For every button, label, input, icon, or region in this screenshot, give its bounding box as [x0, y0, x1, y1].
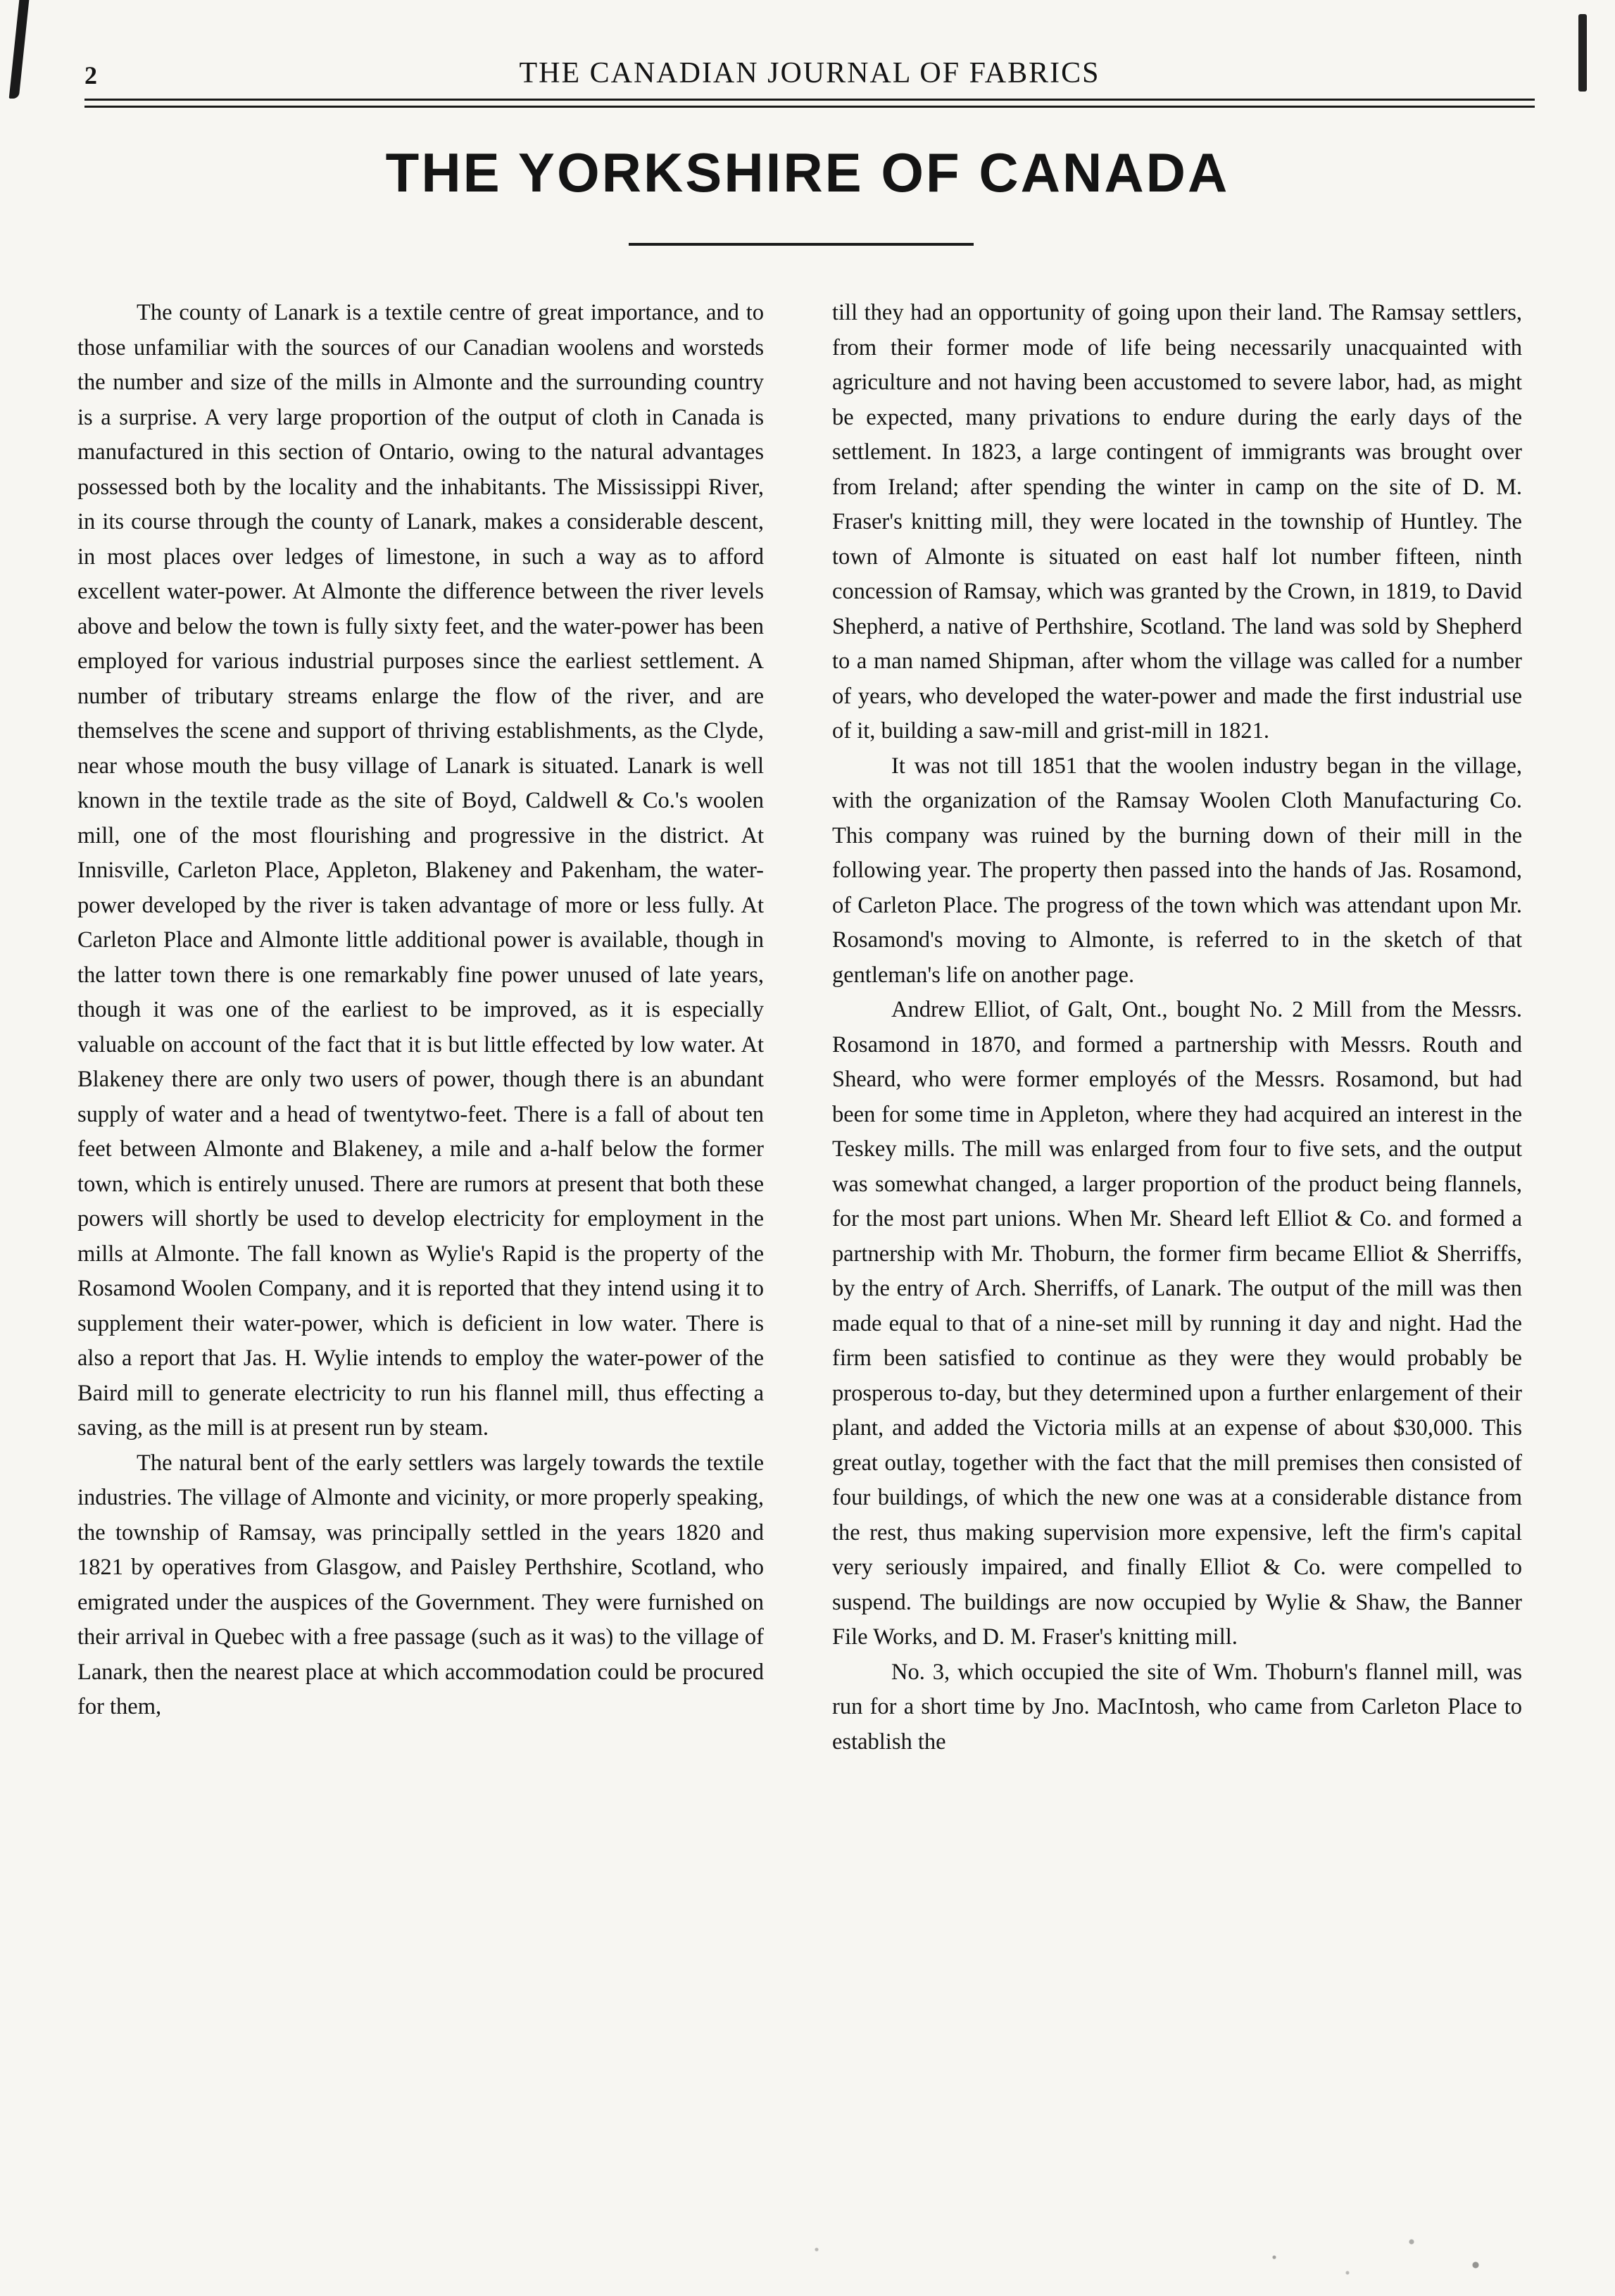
paragraph: The county of Lanark is a textile centre of great importance, and to those unfamiliar with the sources of our Canadian woolens and worsteds the number and size of the mills in Almonte and the surrounding country is a surprise. A very large proportion of the output of cloth in Canada is manufactured in this section of Ontario, owing to the natural advantages possessed both by the locality and the inhabitants. The Mississippi River, in its course through the county of Lanark, makes a considerable descent, in most places over ledges of limestone, in such a way as to afford excellent water-power. At Almonte the difference between the river levels above and below the town is fully sixty feet, and the water-power has been employed for various industrial purposes since the earliest settlement. A number of tributary streams enlarge the flow of the river, and are themselves the scene and support of thriving establishments, as the Clyde, near whose mouth the busy village of Lanark is situated. Lanark is well known in the textile trade as the site of Boyd, Caldwell & Co.'s woolen mill, one of the most flourishing and progressive in the district. At Innisville, Carleton Place, Appleton, Blakeney and Pakenham, the water-power developed by the river is taken advantage of more or less fully. At Carleton Place and Almonte little additional power is available, though in the latter town there is one remarkably fine power unused of late years, though it was one of the earliest to be improved, as it is especially valuable on account of the fact that it is but little effected by low water. At Blakeney there are only two users of power, though there is an abundant supply of water and a head of twentytwo-feet. There is a fall of about ten feet between Almonte and Blakeney, a mile and a-half below the former town, which is entirely unused. There are rumors at present that both these powers will shortly be used to develop electricity for employment in the mills at Almonte. The fall known as Wylie's Rapid is the property of the Rosamond Woolen Company, and it is reported that they intend using it to supplement their water-power, which is deficient in low water. There is also a report that Jas. H. Wylie intends to employ the water-power of the Baird mill to generate electricity to run his flannel mill, thus effecting a saving, as the mill is at present run by steam.	[77, 300, 764, 1441]
header-rule-bottom	[84, 106, 1535, 108]
scan-corner-mark	[1578, 14, 1587, 92]
article-title: THE YORKSHIRE OF CANADA	[385, 142, 1230, 203]
paragraph: No. 3, which occupied the site of Wm. Thoburn's flannel mill, was run for a short time by Jno. MacIntosh, who came from Carleton Place to establish the	[832, 1659, 1522, 1755]
scan-edge-mark	[9, 0, 30, 99]
scan-speckles	[634, 2211, 1549, 2288]
paragraph: till they had an opportunity of going upon their land. The Ramsay settlers, from their former mode of life being necessarily unacquainted with agriculture and not having been accustomed to severe labor, had, as might be expected, many privations to endure during the early days of the settlement. In 1823, a large contingent of immigrants was brought over from Ireland; after spending the winter in camp on the site of D. M. Fraser's knitting mill, they were located in the township of Huntley. The town of Almonte is situated on east half lot number fifteen, ninth concession of Ramsay, which was granted by the Crown, in 1819, to David Shepherd, a native of Perthshire, Scotland. The land was sold by Shepherd to a man named Shipman, after whom the village was called for a number of years, who developed the water-power and made the first industrial use of it, building a saw-mill and grist-mill in 1821.	[832, 300, 1522, 744]
left-column	[77, 296, 764, 1725]
title-rule	[629, 243, 974, 246]
right-column	[832, 296, 1522, 1759]
paragraph: Andrew Elliot, of Galt, Ont., bought No. 2 Mill from the Messrs. Rosamond in 1870, and formed a partnership with Messrs. Routh and Sheard, who were former employés of the Messrs. Rosamond, but had been for some time in Appleton, where they had acquired an interest in the Teskey mills. The mill was enlarged from four to five sets, and the output was somewhat changed, a larger proportion of the product being flannels, for the most part unions. When Mr. Sheard left Elliot & Co. and formed a partnership with Mr. Thoburn, the former firm became Elliot & Sherriffs, by the entry of Arch. Sherriffs, of Lanark. The output of the mill was then made equal to that of a nine-set mill by running it day and night. Had the firm been satisfied to continue as they were they would probably be prosperous to-day, but they determined upon a further enlargement of their plant, and added the Victoria mills at an expense of about $30,000. This great outlay, together with the fact that the mill premises then consisted of four buildings, of which the new one was at a considerable distance from the rest, thus making supervision more expensive, left the firm's capital very seriously impaired, and finally Elliot & Co. were compelled to suspend. The buildings are now occupied by Wylie & Shaw, the Banner File Works, and D. M. Fraser's knitting mill.	[832, 997, 1522, 1650]
header-rule-top	[84, 99, 1535, 101]
paragraph: It was not till 1851 that the woolen industry began in the village, with the organization of the Ramsay Woolen Cloth Manufacturing Co. This company was ruined by the burning down of their mill in the following year. The property then passed into the hands of Jas. Rosamond, of Carleton Place. The progress of the town which was attendant upon Mr. Rosamond's moving to Almonte, is referred to in the sketch of that gentleman's life on another page.	[832, 753, 1522, 988]
running-header	[84, 56, 1535, 99]
page-number: 2	[84, 61, 97, 89]
paragraph: The natural bent of the early settlers was largely towards the textile industries. The village of Almonte and vicinity, or more properly speaking, the township of Ramsay, was principally settled in the years 1820 and 1821 by operatives from Glasgow, and Paisley Perthshire, Scotland, who emigrated under the auspices of the Government. They were furnished on their arrival in Quebec with a free passage (such as it was) to the village of Lanark, then the nearest place at which accommodation could be procured for them,	[77, 1450, 764, 1719]
journal-name: THE CANADIAN JOURNAL OF FABRICS	[519, 57, 1100, 89]
